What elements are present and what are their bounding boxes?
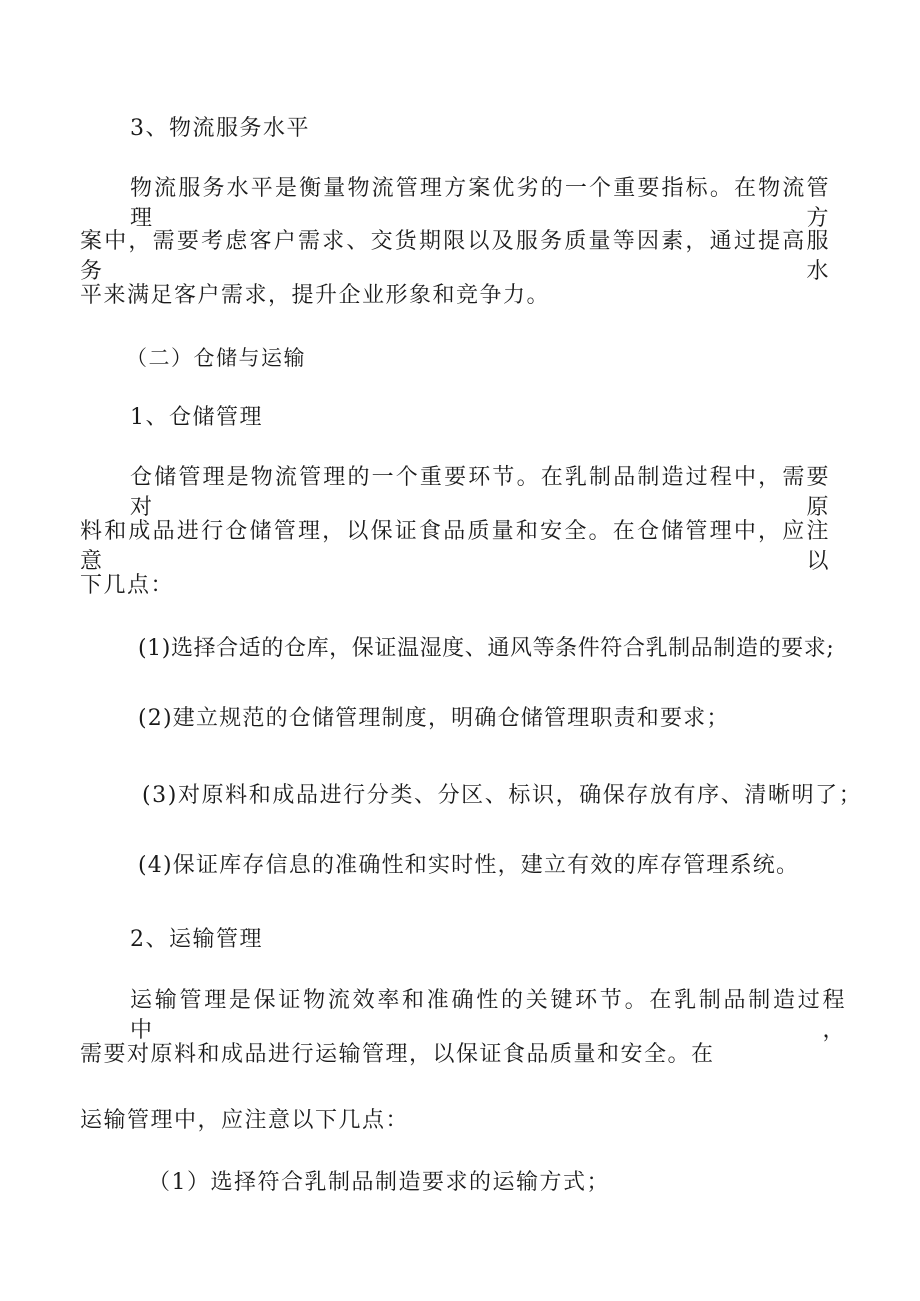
paragraph-line: 物流服务水平是衡量物流管理方案优劣的一个重要指标。在物流管理方 xyxy=(130,176,830,231)
paragraph-line: 运输管理中，应注意以下几点： xyxy=(80,1108,410,1133)
subsection-heading-2: 2、运输管理 xyxy=(130,927,263,952)
list-item: (2)建立规范的仓储管理制度，明确仓储管理职责和要求； xyxy=(138,706,730,731)
section-heading-3: 3、物流服务水平 xyxy=(130,116,310,141)
list-item: (3)对原料和成品进行分类、分区、标识，确保存放有序、清晰明了； xyxy=(142,783,863,808)
list-item: (1)选择合适的仓库，保证温湿度、通风等条件符合乳制品制造的要求; xyxy=(138,636,835,661)
paragraph-line: 案中，需要考虑客户需求、交货期限以及服务质量等因素，通过提高服务水 xyxy=(80,229,830,284)
paragraph-line: 需要对原料和成品进行运输管理，以保证食品质量和安全。在 xyxy=(80,1042,715,1067)
list-item: （1）选择符合乳制品制造要求的运输方式； xyxy=(148,1170,610,1195)
paragraph-line: 料和成品进行仓储管理，以保证食品质量和安全。在仓储管理中，应注意以 xyxy=(80,519,830,574)
subsection-heading-1: 1、仓储管理 xyxy=(130,405,263,430)
paragraph-line: 下几点： xyxy=(80,573,175,598)
paragraph-line: 仓储管理是物流管理的一个重要环节。在乳制品制造过程中，需要对原 xyxy=(130,465,830,520)
part-heading: （二）仓储与运输 xyxy=(126,346,306,370)
paragraph-line: 平来满足客户需求，提升企业形象和竞争力。 xyxy=(80,283,551,308)
list-item: (4)保证库存信息的准确性和实时性，建立有效的库存管理系统。 xyxy=(138,853,800,878)
paragraph-line: 运输管理是保证物流效率和准确性的关键环节。在乳制品制造过程中， xyxy=(130,988,846,1043)
